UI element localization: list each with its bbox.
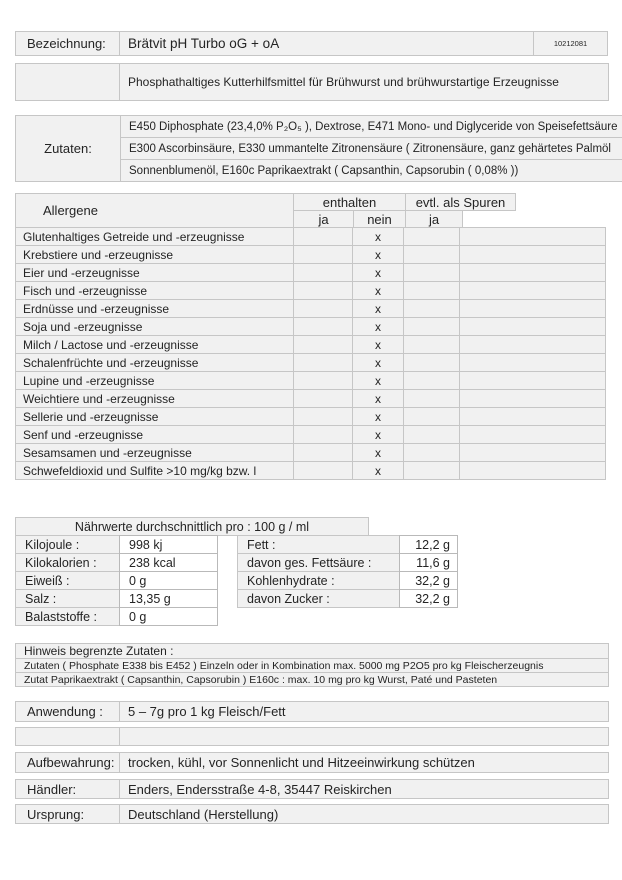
allergen-cell-blank	[459, 335, 606, 354]
allergen-cell-blank	[459, 371, 606, 390]
allergen-name: Milch / Lactose und -erzeugnisse	[15, 335, 294, 354]
allergen-name: Soja und -erzeugnisse	[15, 317, 294, 336]
allergen-cell-spuren-ja	[403, 317, 460, 336]
allergen-cell-nein: x	[352, 443, 404, 462]
allergen-cell-spuren-ja	[403, 461, 460, 480]
allergen-cell-ja	[293, 317, 353, 336]
allergen-subcol-nein: nein	[353, 210, 406, 228]
allergen-cell-ja	[293, 245, 353, 264]
allergen-name: Sesamsamen und -erzeugnisse	[15, 443, 294, 462]
nutrition-label: Kilojoule :	[15, 535, 120, 554]
nutrition-label: Fett :	[237, 535, 400, 554]
nutrition-spacer	[217, 571, 238, 590]
description-label-empty	[15, 63, 120, 101]
nutrition-row	[15, 589, 458, 608]
empty-row	[15, 727, 609, 746]
allergen-cell-spuren-ja	[403, 335, 460, 354]
allergen-cell-ja	[293, 281, 353, 300]
allergen-cell-blank	[459, 353, 606, 372]
allergen-cell-spuren-ja	[403, 263, 460, 282]
allergen-cell-blank	[459, 425, 606, 444]
nutrition-table-body	[15, 535, 458, 626]
allergen-name: Senf und -erzeugnisse	[15, 425, 294, 444]
hinweis-title: Hinweis begrenzte Zutaten :	[15, 643, 609, 659]
nutrition-value: 0 g	[119, 571, 218, 590]
hinweis-line: Zutat Paprikaextrakt ( Capsanthin, Capsorubin ) E160c : max. 10 mg pro kg Wurst, Paté und Pasteten	[15, 672, 609, 687]
allergen-cell-nein: x	[352, 407, 404, 426]
allergen-row	[15, 335, 606, 354]
nutrition-label: davon ges. Fettsäure :	[237, 553, 400, 572]
nutrition-row	[15, 553, 458, 572]
allergen-row	[15, 425, 606, 444]
allergen-cell-blank	[459, 389, 606, 408]
allergen-cell-ja	[293, 227, 353, 246]
allergen-cell-spuren-ja	[403, 407, 460, 426]
allergen-cell-blank	[459, 443, 606, 462]
anwendung-label: Anwendung :	[15, 701, 120, 722]
allergen-name: Schalenfrüchte und -erzeugnisse	[15, 353, 294, 372]
nutrition-label: Salz :	[15, 589, 120, 608]
zutaten-line: Sonnenblumenöl, E160c Paprikaextrakt ( Capsanthin, Capsorubin ( 0,08% ))	[120, 159, 622, 182]
aufbewahrung-label: Aufbewahrung:	[15, 752, 120, 773]
article-number: 10212081	[533, 31, 608, 56]
allergen-cell-blank	[459, 407, 606, 426]
allergen-cell-spuren-ja	[403, 353, 460, 372]
allergen-cell-ja	[293, 443, 353, 462]
allergen-cell-nein: x	[352, 461, 404, 480]
ursprung-row	[15, 804, 609, 824]
allergen-row	[15, 371, 606, 390]
allergen-subcol-spuren-ja: ja	[405, 210, 463, 228]
bezeichnung-label: Bezeichnung:	[15, 31, 120, 56]
allergen-row	[15, 443, 606, 462]
allergen-row	[15, 263, 606, 282]
allergen-cell-blank	[459, 461, 606, 480]
allergen-cell-blank	[459, 317, 606, 336]
nutrition-row	[15, 607, 458, 626]
allergen-row	[15, 299, 606, 318]
allergen-name: Eier und -erzeugnisse	[15, 263, 294, 282]
allergen-row	[15, 281, 606, 300]
allergen-name: Fisch und -erzeugnisse	[15, 281, 294, 300]
allergen-cell-nein: x	[352, 245, 404, 264]
allergen-name: Erdnüsse und -erzeugnisse	[15, 299, 294, 318]
allergen-cell-spuren-ja	[403, 245, 460, 264]
allergen-subcol-ja: ja	[293, 210, 354, 228]
allergen-cell-spuren-ja	[403, 227, 460, 246]
aufbewahrung-row	[15, 752, 609, 773]
allergen-cell-nein: x	[352, 227, 404, 246]
nutrition-value: 0 g	[119, 607, 218, 626]
allergen-cell-ja	[293, 407, 353, 426]
anwendung-value: 5 – 7g pro 1 kg Fleisch/Fett	[119, 701, 609, 722]
nutrition-value: 998 kj	[119, 535, 218, 554]
bezeichnung-row	[15, 31, 608, 56]
allergen-cell-nein: x	[352, 371, 404, 390]
product-name: Brätvit pH Turbo oG + oA	[119, 31, 534, 56]
allergen-cell-ja	[293, 425, 353, 444]
allergen-name: Glutenhaltiges Getreide und -erzeugnisse	[15, 227, 294, 246]
nutrition-label: Kohlenhydrate :	[237, 571, 400, 590]
allergen-row	[15, 461, 606, 480]
description-row	[15, 63, 609, 101]
allergen-cell-ja	[293, 371, 353, 390]
nutrition-value: 11,6 g	[399, 553, 458, 572]
zutaten-line: E300 Ascorbinsäure, E330 ummantelte Zitronensäure ( Zitronensäure, ganz gehärtetes Palmöl	[120, 137, 622, 160]
haendler-label: Händler:	[15, 779, 120, 799]
hinweis-line: Zutaten ( Phosphate E338 bis E452 ) Einzeln oder in Kombination max. 5000 mg P2O5 pro kg Fleischerzeugnis	[15, 658, 609, 673]
allergen-cell-ja	[293, 335, 353, 354]
allergen-col-enthalten: enthalten	[293, 193, 406, 211]
nutrition-spacer	[217, 589, 238, 608]
ursprung-value: Deutschland (Herstellung)	[119, 804, 609, 824]
nutrition-value: 32,2 g	[399, 589, 458, 608]
allergen-cell-spuren-ja	[403, 443, 460, 462]
allergen-table-title: Allergene	[15, 193, 294, 228]
allergen-cell-nein: x	[352, 299, 404, 318]
allergen-cell-nein: x	[352, 263, 404, 282]
allergen-col-spuren: evtl. als Spuren	[405, 193, 516, 211]
allergen-cell-blank	[459, 299, 606, 318]
allergen-cell-spuren-ja	[403, 281, 460, 300]
allergen-cell-nein: x	[352, 425, 404, 444]
nutrition-value: 238 kcal	[119, 553, 218, 572]
allergen-cell-blank	[459, 227, 606, 246]
allergen-cell-nein: x	[352, 353, 404, 372]
allergen-cell-ja	[293, 353, 353, 372]
allergen-cell-nein: x	[352, 335, 404, 354]
allergen-row	[15, 227, 606, 246]
allergen-name: Krebstiere und -erzeugnisse	[15, 245, 294, 264]
allergen-cell-blank	[459, 281, 606, 300]
allergen-row	[15, 317, 606, 336]
allergen-cell-spuren-ja	[403, 389, 460, 408]
haendler-row	[15, 779, 609, 799]
allergen-cell-ja	[293, 263, 353, 282]
allergen-cell-nein: x	[352, 281, 404, 300]
nutrition-row	[15, 571, 458, 590]
allergen-row	[15, 245, 606, 264]
allergen-name: Schwefeldioxid und Sulfite >10 mg/kg bzw. l	[15, 461, 294, 480]
ursprung-label: Ursprung:	[15, 804, 120, 824]
nutrition-label: davon Zucker :	[237, 589, 400, 608]
nutrition-row	[15, 535, 458, 554]
empty-label-cell	[15, 727, 120, 746]
allergen-cell-spuren-ja	[403, 425, 460, 444]
nutrition-spacer	[217, 535, 238, 554]
aufbewahrung-value: trocken, kühl, vor Sonnenlicht und Hitzeeinwirkung schützen	[119, 752, 609, 773]
allergen-table-body	[15, 227, 606, 480]
zutaten-lines	[120, 115, 622, 182]
zutaten-line: E450 Diphosphate (23,4,0% P₂O₅ ), Dextrose, E471 Mono- und Diglyceride von Speisefettsäure	[120, 115, 622, 138]
allergen-name: Weichtiere und -erzeugnisse	[15, 389, 294, 408]
allergen-name: Sellerie und -erzeugnisse	[15, 407, 294, 426]
allergen-cell-spuren-ja	[403, 299, 460, 318]
haendler-value: Enders, Endersstraße 4-8, 35447 Reiskirchen	[119, 779, 609, 799]
allergen-cell-blank	[459, 263, 606, 282]
anwendung-row	[15, 701, 609, 722]
nutrition-value: 13,35 g	[119, 589, 218, 608]
empty-value-cell	[119, 727, 609, 746]
nutrition-label: Kilokalorien :	[15, 553, 120, 572]
allergen-cell-spuren-ja	[403, 371, 460, 390]
allergen-row	[15, 407, 606, 426]
allergen-name: Lupine und -erzeugnisse	[15, 371, 294, 390]
nutrition-value: 32,2 g	[399, 571, 458, 590]
nutrition-spacer	[217, 553, 238, 572]
allergen-cell-blank	[459, 245, 606, 264]
nutrition-header: Nährwerte durchschnittlich pro : 100 g / ml	[15, 517, 369, 536]
allergen-cell-ja	[293, 461, 353, 480]
allergen-cell-nein: x	[352, 389, 404, 408]
zutaten-label: Zutaten:	[15, 115, 121, 182]
nutrition-value: 12,2 g	[399, 535, 458, 554]
allergen-cell-ja	[293, 299, 353, 318]
nutrition-label: Eiweiß :	[15, 571, 120, 590]
allergen-row	[15, 353, 606, 372]
nutrition-label: Balaststoffe :	[15, 607, 120, 626]
allergen-cell-ja	[293, 389, 353, 408]
product-description: Phosphathaltiges Kutterhilfsmittel für Brühwurst und brühwurstartige Erzeugnisse	[119, 63, 609, 101]
allergen-row	[15, 389, 606, 408]
allergen-cell-nein: x	[352, 317, 404, 336]
